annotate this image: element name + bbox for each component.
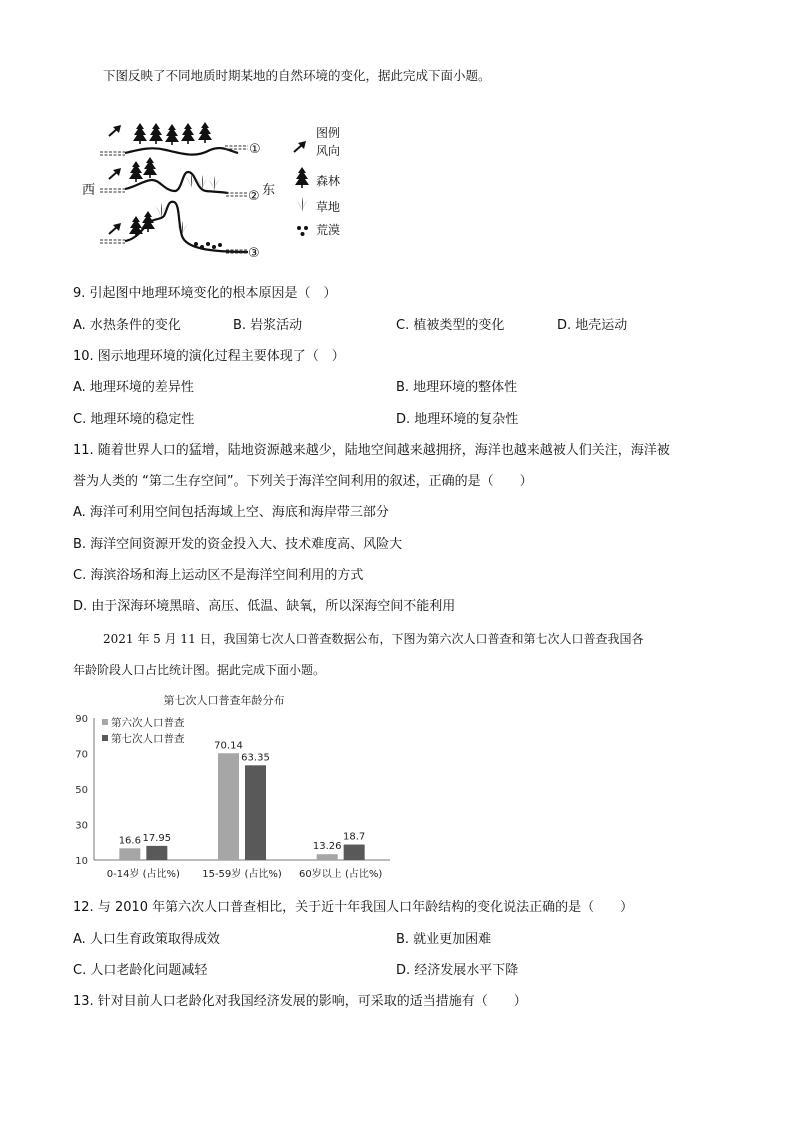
q9-option-c[interactable]: C. 植被类型的变化: [396, 318, 505, 333]
wind-arrow-1: [109, 125, 121, 136]
q10-stem: 10. 图示地理环境的演化过程主要体现了（ ）: [73, 349, 345, 364]
legend-swatch: [102, 735, 108, 741]
east-label: 东: [262, 183, 276, 198]
legend-grass: 草地: [316, 200, 341, 214]
q12-option-d[interactable]: D. 经济发展水平下降: [396, 963, 519, 978]
y-tick-label: 50: [75, 785, 88, 796]
bar-sixth-census: [218, 753, 239, 860]
y-tick-label: 90: [75, 714, 88, 725]
y-tick-label: 70: [75, 749, 88, 761]
chart-title: 第七次人口普查年龄分布: [163, 694, 285, 707]
legend-swatch: [102, 719, 108, 725]
data-label: 70.14: [214, 740, 243, 752]
marker-2: ②: [248, 189, 260, 204]
forest-icon: [149, 123, 163, 144]
marker-3: ③: [248, 246, 260, 261]
forest-icon: [133, 123, 147, 144]
grass-icon: [208, 176, 220, 191]
q9-option-d[interactable]: D. 地壳运动: [557, 318, 628, 333]
forest-icon: [141, 211, 155, 232]
q10-option-b[interactable]: B. 地理环境的整体性: [396, 380, 518, 395]
y-tick-label: 10: [75, 856, 88, 867]
q12-option-a[interactable]: A. 人口生育政策取得成效: [73, 932, 220, 947]
q11-option-c[interactable]: C. 海滨浴场和海上运动区不是海洋空间利用的方式: [73, 568, 364, 583]
data-label: 17.95: [142, 832, 172, 844]
desert-legend-icon: [297, 226, 308, 236]
terrain-1: [125, 148, 238, 155]
bar-sixth-census: [317, 854, 338, 860]
wind-legend-icon: [294, 141, 306, 152]
intro-text-2-line1: 2021 年 5 月 11 日，我国第七次人口普查数据公布，下图为第六次人口普查和第七次人口普查我国各: [103, 632, 644, 646]
wind-arrow-3: [109, 223, 121, 234]
data-label: 18.7: [343, 831, 366, 843]
intro-text-2-line2: 年龄阶段人口占比统计图。据此完成下面小题。: [73, 663, 326, 677]
forest-icon: [143, 157, 157, 178]
legend-label: 第六次人口普查: [111, 717, 185, 729]
forest-icon: [198, 122, 212, 143]
q11-stem-line2: 誉为人类的 “第二生存空间”。下列关于海洋空间利用的叙述，正确的是（ ）: [73, 474, 533, 489]
legend-wind: 风向: [316, 144, 341, 158]
grass-legend-icon: [296, 197, 308, 212]
bar-seventh-census: [245, 765, 266, 860]
west-label: 西: [82, 183, 96, 198]
wind-arrow-2: [109, 168, 121, 179]
bar-seventh-census: [146, 846, 167, 860]
legend-desert: 荒漠: [316, 223, 341, 237]
q12-option-c[interactable]: C. 人口老龄化问题减轻: [73, 963, 208, 978]
bar-seventh-census: [344, 845, 365, 860]
forest-icon: [181, 123, 195, 144]
q9-option-b[interactable]: B. 岩浆活动: [233, 318, 303, 333]
x-tick-label: 60岁以上 (占比%): [299, 869, 383, 880]
legend-title: 图例: [316, 126, 341, 140]
census-bar-chart: [60, 688, 400, 888]
legend-forest: 森林: [316, 174, 341, 188]
q10-option-a[interactable]: A. 地理环境的差异性: [73, 380, 194, 395]
forest-icon: [129, 161, 143, 182]
q9-stem: 9. 引起图中地理环境变化的根本原因是（ ）: [73, 286, 337, 301]
data-label: 13.26: [312, 841, 342, 853]
q11-stem-line1: 11. 随着世界人口的猛增，陆地资源越来越少，陆地空间越来越拥挤，海洋也越来越被人们关注，海洋被: [73, 443, 670, 458]
intro-text-1: 下图反映了不同地质时期某地的自然环境的变化，据此完成下面小题。: [103, 68, 491, 83]
landscape-diagram: [78, 116, 368, 266]
y-tick-label: 30: [75, 820, 88, 832]
forest-icon: [165, 124, 179, 145]
marker-1: ①: [249, 142, 261, 157]
x-tick-label: 15-59岁 (占比%): [202, 869, 282, 880]
terrain-2: [125, 172, 228, 193]
x-tick-label: 0-14岁 (占比%): [106, 869, 180, 880]
q12-option-b[interactable]: B. 就业更加困难: [396, 932, 492, 947]
q10-option-c[interactable]: C. 地理环境的稳定性: [73, 412, 195, 427]
q11-option-d[interactable]: D. 由于深海环境黑暗、高压、低温、缺氧，所以深海空间不能利用: [73, 599, 456, 614]
forest-icon: [129, 216, 143, 237]
q12-stem: 12. 与 2010 年第六次人口普查相比，关于近十年我国人口年龄结构的变化说法正确的是（ ）: [73, 900, 634, 915]
q10-option-d[interactable]: D. 地理环境的复杂性: [396, 412, 519, 427]
q9-option-a[interactable]: A. 水热条件的变化: [73, 318, 181, 333]
q13-stem: 13. 针对目前人口老龄化对我国经济发展的影响，可采取的适当措施有（ ）: [73, 994, 527, 1009]
legend-label: 第七次人口普查: [111, 733, 185, 745]
data-label: 63.35: [241, 752, 270, 764]
q11-option-b[interactable]: B. 海洋空间资源开发的资金投入大、技术难度高、风险大: [73, 537, 403, 552]
data-label: 16.6: [118, 835, 141, 847]
forest-legend-icon: [295, 167, 309, 188]
q11-option-a[interactable]: A. 海洋可利用空间包括海域上空、海底和海岸带三部分: [73, 505, 389, 520]
bar-sixth-census: [119, 848, 140, 860]
